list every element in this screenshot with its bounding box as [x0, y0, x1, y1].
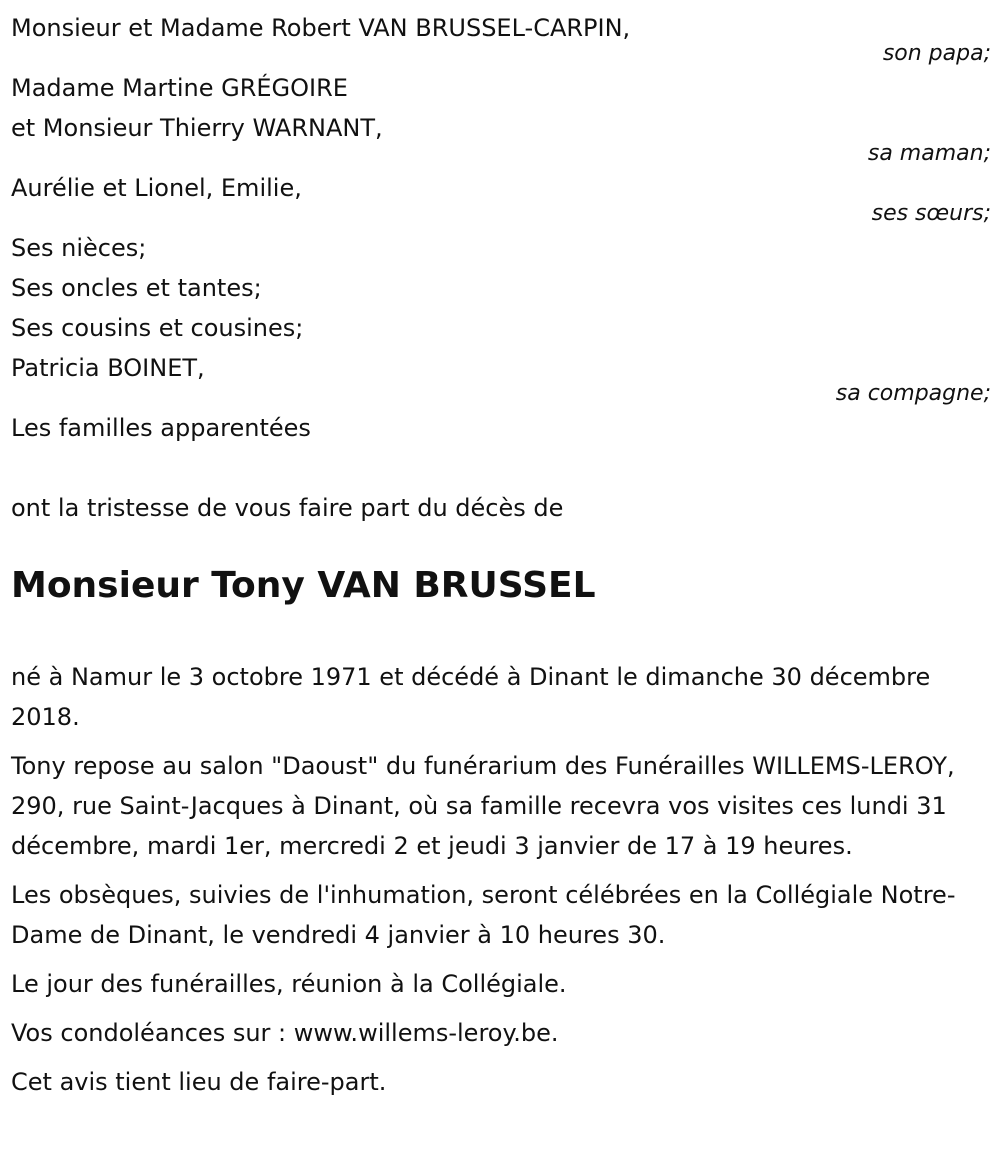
family-line: Monsieur et Madame Robert VAN BRUSSEL-CARPIN, — [11, 14, 631, 42]
intro-text: ont la tristesse de vous faire part du décès de — [11, 494, 564, 522]
family-line: Aurélie et Lionel, Emilie, — [11, 174, 302, 202]
family-line: Madame Martine GRÉGOIRE — [11, 74, 348, 102]
family-line: Les familles apparentées — [11, 414, 311, 442]
obituary-notice — [11, 8, 991, 1102]
family-group-sisters — [11, 168, 991, 226]
relation-label: ses sœurs; — [871, 201, 991, 226]
family-group-father — [11, 8, 991, 66]
birth-death-paragraph: né à Namur le 3 octobre 1971 et décédé à Dinant le dimanche 30 décembre 2018. — [11, 663, 931, 731]
relation-label: sa compagne; — [835, 381, 991, 406]
family-line: Patricia BOINET, — [11, 354, 205, 382]
family-line: Ses cousins et cousines; — [11, 314, 304, 342]
family-line: et Monsieur Thierry WARNANT, — [11, 114, 383, 142]
notice-paragraph: Cet avis tient lieu de faire-part. — [11, 1068, 387, 1096]
meeting-paragraph: Le jour des funérailles, réunion à la Collégiale. — [11, 970, 567, 998]
family-group-extended — [11, 408, 991, 448]
condolences-paragraph: Vos condoléances sur : www.willems-leroy.be. — [11, 1019, 559, 1047]
deceased-name: Monsieur Tony VAN BRUSSEL — [11, 565, 596, 606]
family-line: Ses nièces; — [11, 234, 147, 262]
visitation-paragraph: Tony repose au salon "Daoust" du funérarium des Funérailles WILLEMS-LEROY, 290, rue Saint-Jacques à Dinant, où sa famille recevra vos visites ces lundi 31 décembre, mardi 1er, mercredi 2 et jeudi 3 janvier de 17 à 19 heures. — [11, 752, 955, 860]
family-group-relatives — [11, 228, 991, 406]
relation-label: sa maman; — [867, 141, 991, 166]
family-line: Ses oncles et tantes; — [11, 274, 262, 302]
family-group-mother — [11, 68, 991, 166]
funeral-paragraph: Les obsèques, suivies de l'inhumation, seront célébrées en la Collégiale Notre-Dame de Dinant, le vendredi 4 janvier à 10 heures 30. — [11, 881, 956, 949]
relation-label: son papa; — [882, 41, 991, 66]
